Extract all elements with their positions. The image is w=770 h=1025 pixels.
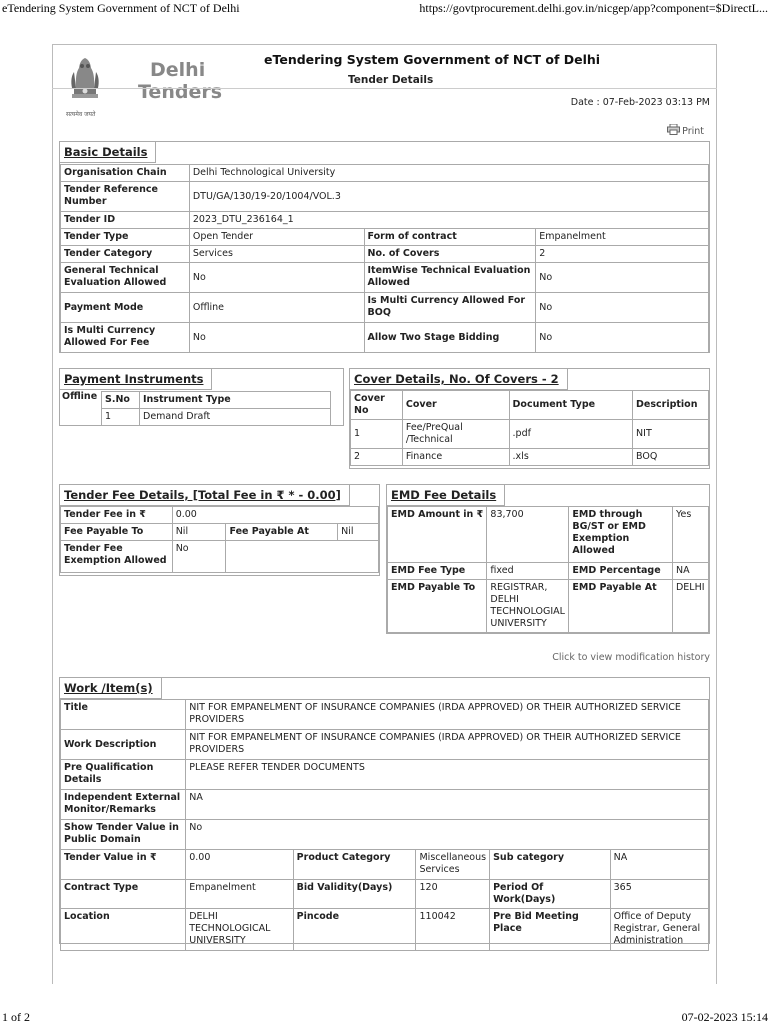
prequal-label: Pre Qualification Details [61,760,186,790]
description-header: Description [633,391,709,420]
print-header-title: eTendering System Government of NCT of Delhi [2,1,240,15]
print-header-url: https://govtprocurement.delhi.gov.in/nicgep/app?component=$DirectL... [419,1,768,15]
title-divider [52,88,717,89]
work-items-section [59,677,710,944]
page-subtitle: Tender Details [348,74,434,86]
fee-label: Tender Fee in ₹ [61,507,173,524]
two-stage-value: No [536,323,709,353]
mc-fee-label: Is Multi Currency Allowed For Fee [61,323,190,353]
contract-type-value: Empanelment [186,880,293,909]
iwte-value: No [536,263,709,293]
instrument-type: Demand Draft [140,409,331,426]
basic-details-section [59,141,710,353]
pincode-value: 110042 [416,909,490,951]
mc-boq-label: Is Multi Currency Allowed For BOQ [364,293,536,323]
print-timestamp: 07-02-2023 15:14 [681,1010,768,1024]
iem-label: Independent External Monitor/Remarks [61,790,186,820]
iem-value: NA [186,790,709,820]
mc-boq-value: No [536,293,709,323]
emd-amount-value: 83,700 [487,507,569,563]
print-label: Print [682,125,704,137]
cover-doc-type: .pdf [509,420,633,449]
product-category-label: Product Category [293,850,416,880]
basic-details-table [60,164,709,353]
emd-pct-value: NA [672,563,708,580]
contract-type-label: Contract Type [61,880,186,909]
emd-type-value: fixed [487,563,569,580]
emd-pct-label: EMD Percentage [569,563,673,580]
tender-fee-table [60,506,379,573]
emblem-caption: सत्यमेव जयते [66,111,96,118]
covers-label: No. of Covers [364,246,536,263]
tender-fee-section [59,484,380,576]
tender-type-value: Open Tender [189,229,364,246]
instrument-type-header: Instrument Type [140,392,331,409]
emd-amount-label: EMD Amount in ₹ [388,507,487,563]
logo-delhi: Delhi [150,59,206,81]
print-button[interactable] [667,124,704,138]
org-value: Delhi Technological University [189,165,708,182]
form-contract-value: Empanelment [536,229,709,246]
cover-details-section [349,368,710,469]
work-desc-label: Work Description [61,730,186,760]
cover-description: NIT [633,420,709,449]
cover-no: 2 [351,449,403,466]
work-title-value: NIT FOR EMPANELMENT OF INSURANCE COMPANIES (IRDA APPROVED) OR THEIR AUTHORIZED SERVICE PROVIDERS [186,700,709,730]
payment-offline-label: Offline [62,391,98,402]
tender-id-value: 2023_DTU_236164_1 [189,212,708,229]
national-emblem-icon [62,48,108,110]
table-row [351,449,709,466]
product-category-value: Miscellaneous Services [416,850,490,880]
fee-to-value: Nil [172,524,226,541]
emd-to-label: EMD Payable To [388,580,487,633]
payment-mode-value: Offline [189,293,364,323]
cover-description: BOQ [633,449,709,466]
printer-icon [667,124,680,138]
basic-details-heading: Basic Details [60,142,156,163]
tender-value-value: 0.00 [186,850,293,880]
fee-exemption-label: Tender Fee Exemption Allowed [61,541,173,573]
doc-type-header: Document Type [509,391,633,420]
tender-value-label: Tender Value in ₹ [61,850,186,880]
emd-heading: EMD Fee Details [387,485,505,506]
sno-header: S.No [102,392,140,409]
cover-no-header: Cover No [351,391,403,420]
cover-no: 1 [351,420,403,449]
ref-value: DTU/GA/130/19-20/1004/VOL.3 [189,182,708,212]
tender-type-label: Tender Type [61,229,190,246]
report-date: Date : 07-Feb-2023 03:13 PM [570,97,710,108]
emd-bg-value: Yes [672,507,708,563]
tender-category-label: Tender Category [61,246,190,263]
modification-history-link[interactable]: Click to view modification history [552,652,710,663]
covers-value: 2 [536,246,709,263]
show-value-value: No [186,820,709,850]
emd-table [387,506,709,633]
bid-validity-label: Bid Validity(Days) [293,880,416,909]
tender-fee-heading: Tender Fee Details, [Total Fee in ₹ * - 0.00] [60,485,350,506]
form-contract-label: Form of contract [364,229,536,246]
work-desc-value: NIT FOR EMPANELMENT OF INSURANCE COMPANIES (IRDA APPROVED) OR THEIR AUTHORIZED SERVICE PROVIDERS [186,730,709,760]
period-work-value: 365 [610,880,708,909]
payment-instruments-heading: Payment Instruments [60,369,212,390]
logo-tenders: Tenders [138,81,223,103]
mc-fee-value: No [189,323,364,353]
org-label: Organisation Chain [61,165,190,182]
fee-exemption-value: No [172,541,226,573]
table-row [351,420,709,449]
site-title: eTendering System Government of NCT of Delhi [264,52,601,67]
cover-doc-type: .xls [509,449,633,466]
emd-bg-label: EMD through BG/ST or EMD Exemption Allowed [569,507,673,563]
payment-mode-label: Payment Mode [61,293,190,323]
cover-table [350,390,709,466]
work-items-heading: Work /Item(s) [60,678,162,699]
gte-label: General Technical Evaluation Allowed [61,263,190,293]
emd-at-value: DELHI [672,580,708,633]
sub-category-value: NA [610,850,708,880]
work-items-table [60,699,709,951]
fee-at-value: Nil [338,524,379,541]
location-label: Location [61,909,186,951]
cover-details-heading: Cover Details, No. Of Covers - 2 [350,369,568,390]
instrument-sno: 1 [102,409,140,426]
tender-id-label: Tender ID [61,212,190,229]
payment-instruments-section [59,368,344,426]
fee-at-label: Fee Payable At [226,524,338,541]
sub-category-label: Sub category [490,850,611,880]
pincode-label: Pincode [293,909,416,951]
cover-name: Finance [402,449,509,466]
cover-header: Cover [402,391,509,420]
cover-name: Fee/PreQual /Technical [402,420,509,449]
emd-type-label: EMD Fee Type [388,563,487,580]
gte-value: No [189,263,364,293]
period-work-label: Period Of Work(Days) [490,880,611,909]
prebid-place-label: Pre Bid Meeting Place [490,909,611,951]
bid-validity-value: 120 [416,880,490,909]
fee-value: 0.00 [172,507,378,524]
emd-at-label: EMD Payable At [569,580,673,633]
prequal-value: PLEASE REFER TENDER DOCUMENTS [186,760,709,790]
instrument-table [101,391,331,426]
prebid-place-value: Office of Deputy Registrar, General Administration [610,909,708,951]
work-title-label: Title [61,700,186,730]
location-value: DELHI TECHNOLOGICAL UNIVERSITY [186,909,293,951]
iwte-label: ItemWise Technical Evaluation Allowed [364,263,536,293]
show-value-label: Show Tender Value in Public Domain [61,820,186,850]
print-page-number: 1 of 2 [2,1010,30,1024]
emd-to-value: REGISTRAR, DELHI TECHNOLOGIAL UNIVERSITY [487,580,569,633]
tender-category-value: Services [189,246,364,263]
two-stage-label: Allow Two Stage Bidding [364,323,536,353]
fee-to-label: Fee Payable To [61,524,173,541]
emd-section [386,484,710,634]
ref-label: Tender Reference Number [61,182,190,212]
